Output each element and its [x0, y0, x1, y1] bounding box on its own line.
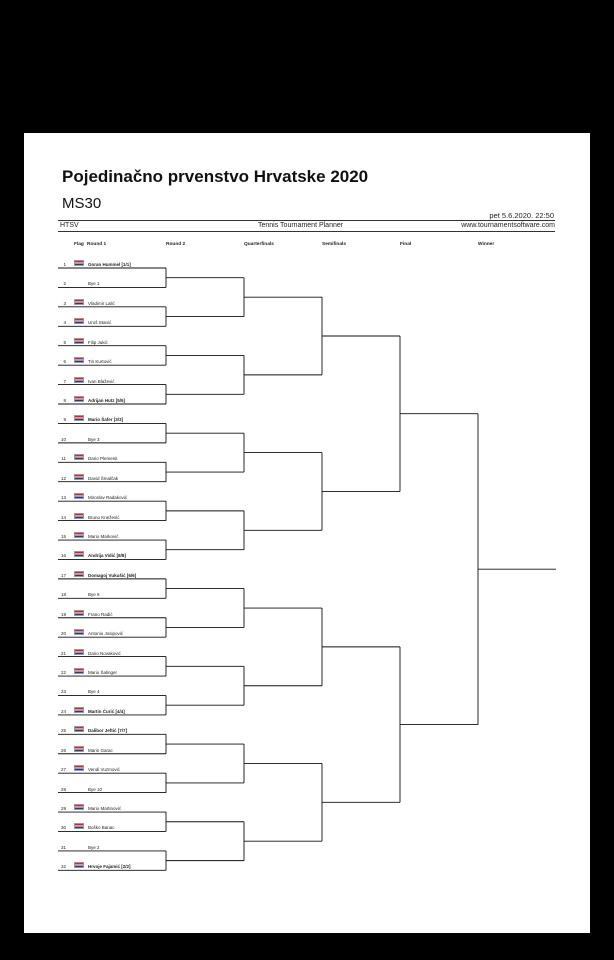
- draw-position-number: 21: [60, 650, 66, 656]
- croatia-flag-icon: [74, 532, 84, 538]
- croatia-flag-icon: [74, 318, 84, 324]
- draw-position-number: 7: [63, 378, 66, 384]
- draw-position-number: 30: [60, 825, 66, 831]
- croatia-flag-icon: [74, 493, 84, 499]
- player-name: Goran Hummel [1/1]: [88, 262, 131, 267]
- player-name: Ivan Blažević: [88, 378, 115, 384]
- player-name: Vendi Vuzmović: [88, 767, 120, 773]
- player-name: Dalibor Jeftić [7/7]: [88, 728, 128, 734]
- player-name: Bruno Knežević: [88, 514, 120, 520]
- croatia-flag-icon: [74, 862, 84, 868]
- draw-position-number: 1: [63, 262, 66, 267]
- player-name: Bye 10: [88, 786, 103, 792]
- event-name: MS30: [62, 195, 102, 212]
- croatia-flag-icon: [74, 746, 84, 752]
- croatia-flag-icon: [74, 804, 84, 810]
- croatia-flag-icon: [74, 765, 84, 771]
- draw-position-number: 18: [60, 592, 66, 598]
- print-datetime: pet 5.6.2020. 22:50: [489, 211, 554, 220]
- draw-position-number: 13: [60, 495, 66, 501]
- player-name: Mario Šafer [3/3]: [88, 417, 124, 423]
- croatia-flag-icon: [74, 454, 84, 460]
- player-name: Mario Martinović: [88, 806, 122, 812]
- website-label: www.tournamentsoftware.com: [461, 222, 555, 229]
- draw-position-number: 9: [63, 417, 66, 423]
- draw-position-number: 15: [60, 534, 66, 540]
- player-name: Boško Banac: [88, 825, 115, 831]
- croatia-flag-icon: [74, 649, 84, 655]
- player-name: Marin Garac: [88, 747, 113, 753]
- croatia-flag-icon: [74, 668, 84, 674]
- croatia-flag-icon: [74, 726, 84, 732]
- player-name: Bye 1: [88, 281, 100, 287]
- draw-sheet: [24, 133, 590, 933]
- player-name: Domagoj Vukušić [6/6]: [88, 572, 137, 578]
- draw-position-number: 24: [60, 708, 66, 714]
- col-final-header: Final: [400, 242, 412, 247]
- player-name: Bye 2: [88, 844, 100, 850]
- tournament-title: Pojedinačno prvenstvo Hrvatske 2020: [62, 167, 369, 186]
- draw-position-number: 6: [63, 359, 66, 365]
- draw-position-number: 32: [60, 864, 66, 870]
- player-name: Antonio Josipović: [88, 631, 124, 637]
- draw-position-number: 22: [60, 670, 66, 676]
- col-semifinals-header: Semifinals: [322, 242, 346, 247]
- player-name: Miroslav Radaković: [88, 495, 128, 501]
- croatia-flag-icon: [74, 474, 84, 480]
- croatia-flag-icon: [74, 338, 84, 344]
- player-name: David Šmalčak: [88, 475, 119, 481]
- player-name: Bye 6: [88, 592, 100, 598]
- croatia-flag-icon: [74, 377, 84, 383]
- draw-position-number: 12: [60, 475, 66, 481]
- player-name: Andrija Vidić [8/8]: [88, 553, 126, 559]
- draw-position-number: 16: [60, 553, 66, 559]
- bracket-lines: [24, 133, 590, 933]
- draw-position-number: 31: [60, 844, 66, 850]
- croatia-flag-icon: [74, 415, 84, 421]
- croatia-flag-icon: [74, 357, 84, 363]
- draw-position-number: 20: [60, 631, 66, 637]
- draw-position-number: 23: [60, 689, 66, 695]
- col-quarterfinals-header: Quarterfinals: [244, 242, 274, 247]
- draw-position-number: 11: [61, 456, 66, 462]
- player-name: Dario Plemenit: [88, 456, 118, 462]
- draw-position-number: 19: [60, 611, 66, 617]
- player-name: Bye 4: [88, 689, 100, 695]
- draw-position-number: 4: [63, 320, 66, 326]
- player-name: Filip Jukić: [88, 339, 108, 345]
- player-name: Martin Ćurić [4/4]: [88, 708, 125, 714]
- draw-position-number: 29: [60, 806, 66, 812]
- croatia-flag-icon: [74, 707, 84, 713]
- draw-position-number: 8: [63, 398, 66, 403]
- draw-position-number: 28: [60, 786, 66, 792]
- draw-position-number: 2: [63, 281, 66, 287]
- col-winner-header: Winner: [478, 242, 495, 247]
- draw-position-number: 27: [60, 767, 66, 773]
- col-round2-header: Round 2: [166, 242, 186, 247]
- draw-position-number: 14: [60, 514, 66, 520]
- organizer-label: HTSV: [60, 222, 79, 229]
- draw-position-number: 3: [63, 300, 66, 306]
- croatia-flag-icon: [74, 551, 84, 557]
- croatia-flag-icon: [74, 396, 84, 402]
- croatia-flag-icon: [74, 571, 84, 577]
- player-name: Mario Šalinger: [88, 670, 118, 676]
- croatia-flag-icon: [74, 629, 84, 635]
- col-round1-header: Round 1: [87, 242, 107, 247]
- draw-position-number: 5: [63, 339, 66, 345]
- croatia-flag-icon: [74, 513, 84, 519]
- col-flag-header: Flag: [74, 242, 84, 247]
- draw-position-number: 25: [60, 728, 66, 734]
- draw-position-number: 17: [60, 572, 66, 578]
- croatia-flag-icon: [74, 610, 84, 616]
- draw-position-number: 10: [60, 436, 66, 442]
- croatia-flag-icon: [74, 260, 84, 266]
- planner-label: Tennis Tournament Planner: [258, 222, 344, 229]
- player-name: Tin Kurtović: [88, 359, 112, 365]
- player-name: Hrvoje Fajamić [2/2]: [88, 864, 131, 870]
- croatia-flag-icon: [74, 299, 84, 305]
- player-name: Bye 3: [88, 436, 100, 442]
- croatia-flag-icon: [74, 823, 84, 829]
- player-name: Vladimir Lalić: [88, 300, 115, 306]
- player-name: Dario Novaković: [88, 650, 121, 656]
- player-name: Adrijan Hutz [5/5]: [88, 398, 126, 403]
- player-name: Frano Radić: [88, 611, 113, 617]
- player-name: Uroš Stanić: [88, 320, 112, 326]
- draw-position-number: 26: [60, 747, 66, 753]
- player-name: Mario Marković: [88, 534, 119, 540]
